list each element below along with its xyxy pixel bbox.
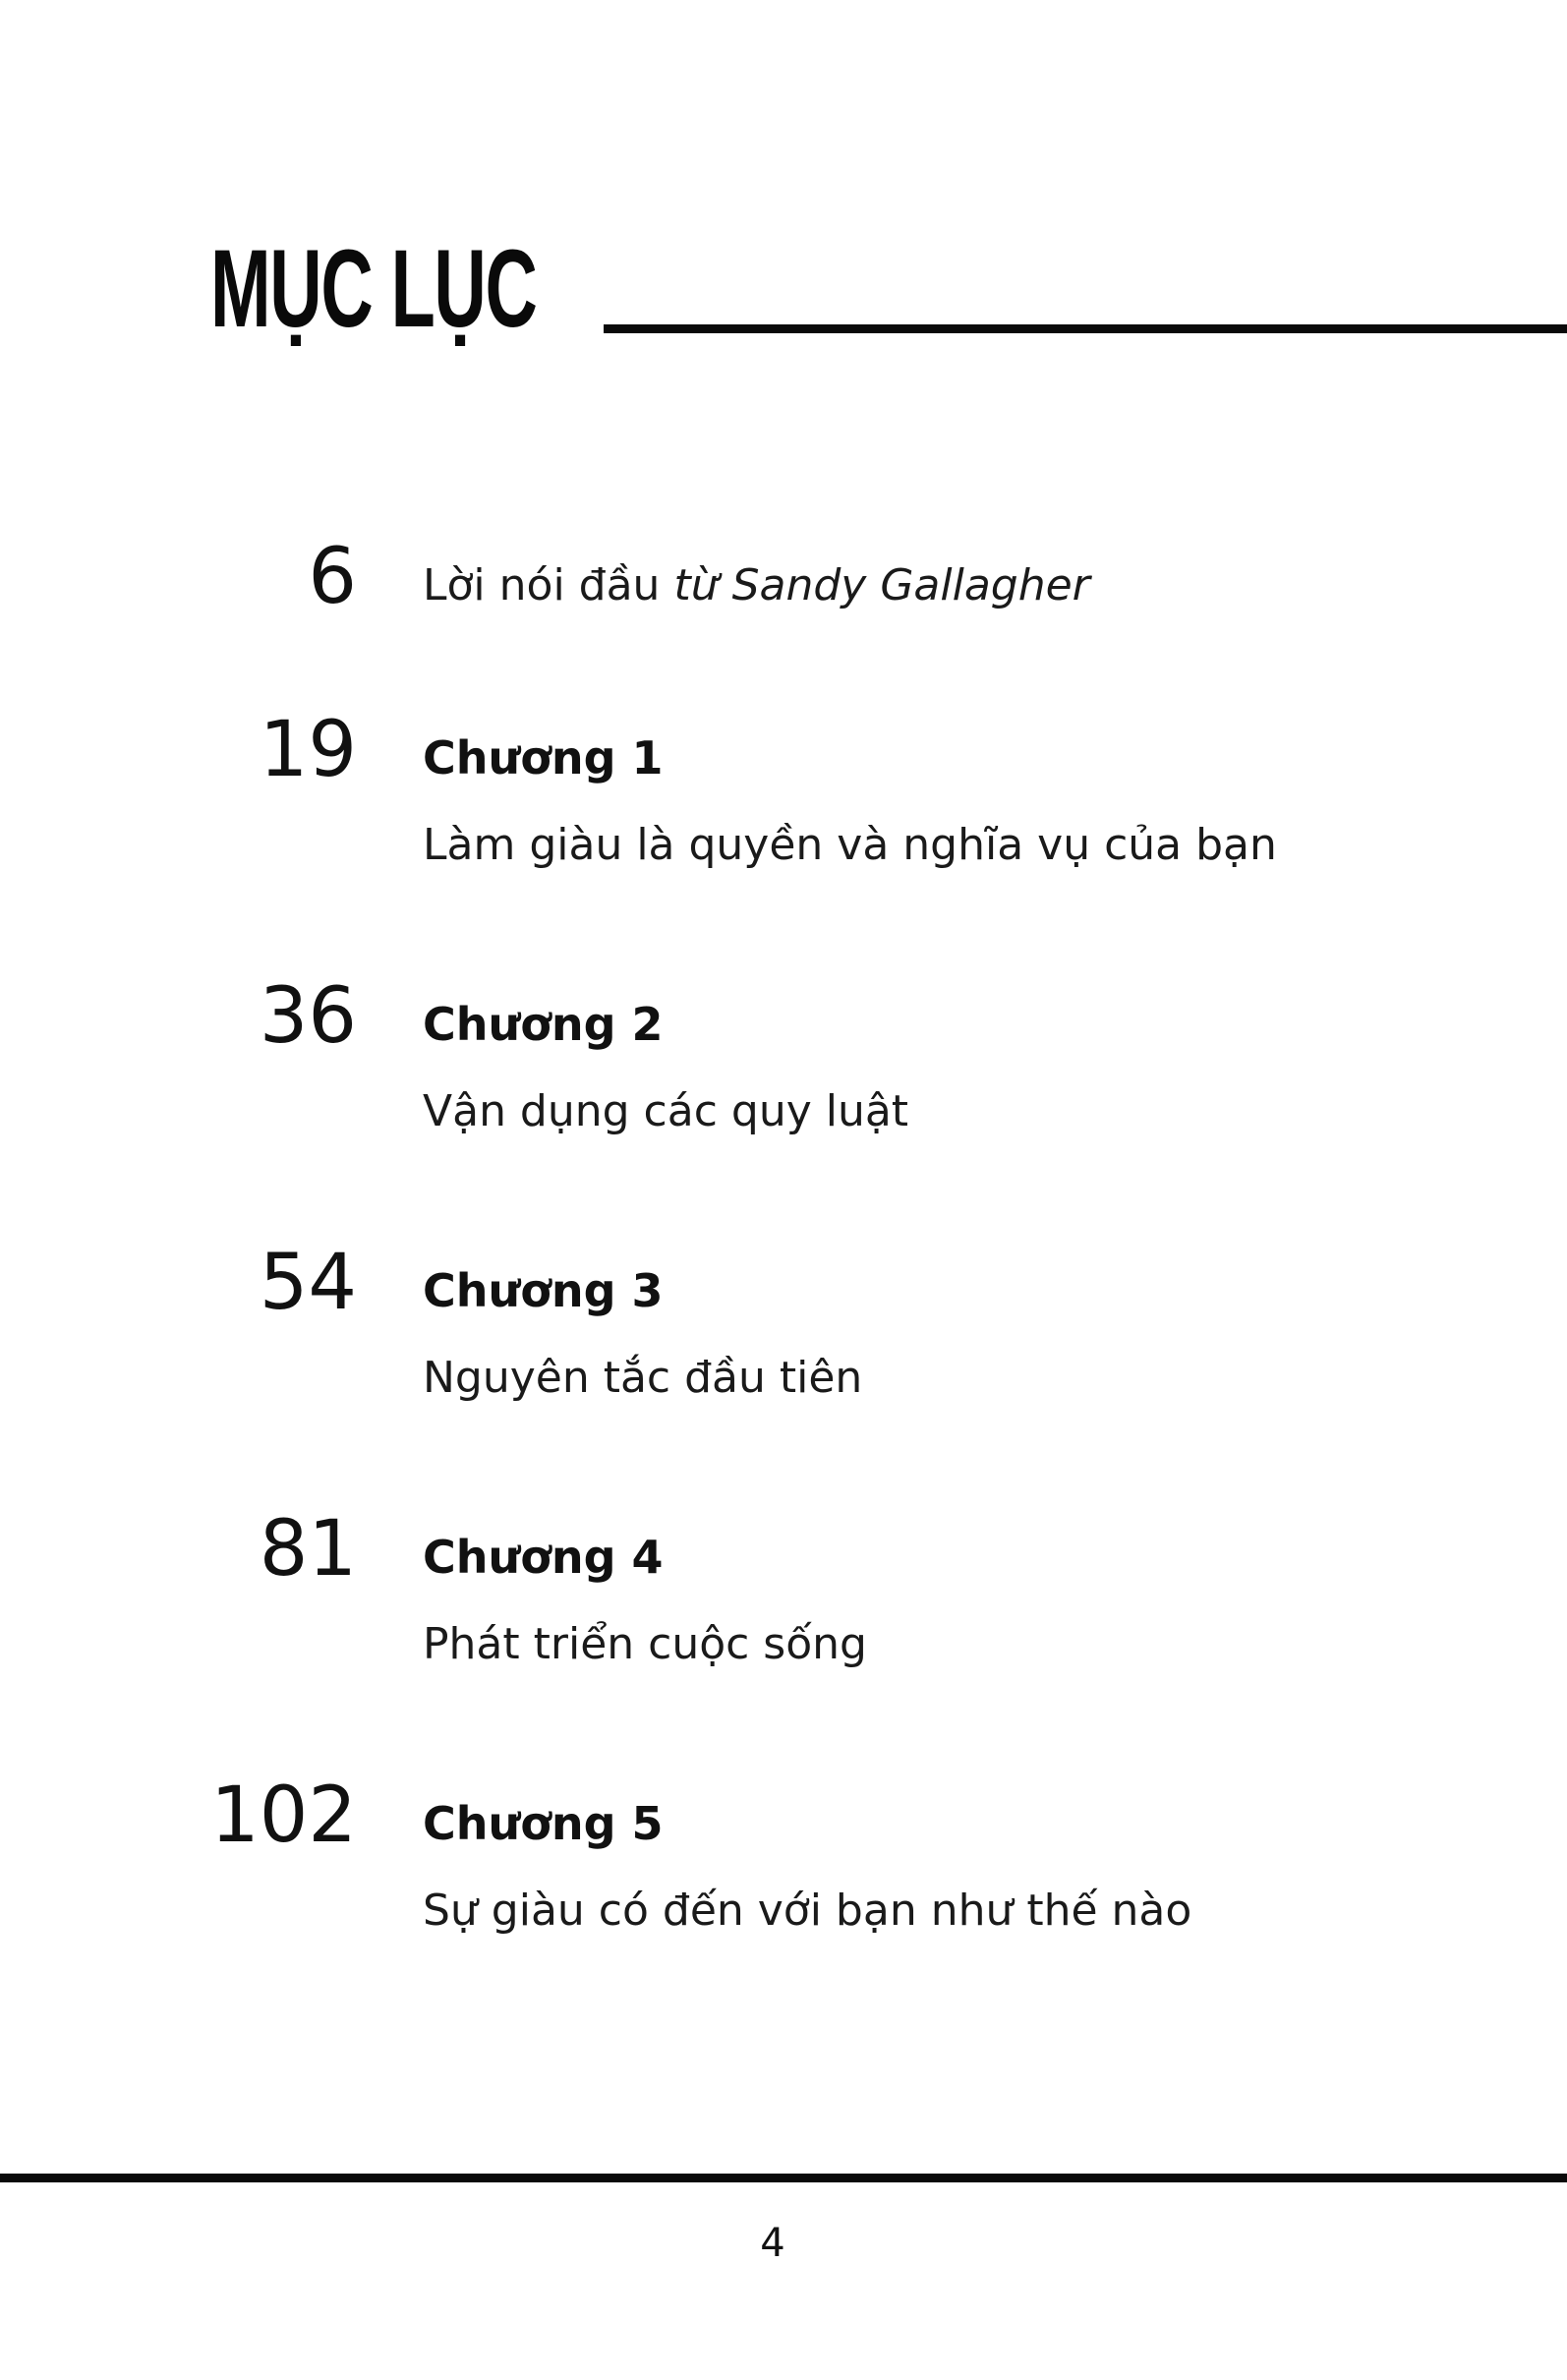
toc-page-number: 6 <box>308 533 357 621</box>
toc-chapter-subtitle: Nguyên tắc đầu tiên <box>423 1353 863 1403</box>
toc-entry-chapter-2[interactable] <box>0 972 1567 1175</box>
toc-chapter-subtitle: Sự giàu có đến với bạn như thế nào <box>423 1886 1192 1936</box>
toc-entry-preface[interactable] <box>0 533 1567 735</box>
toc-page-number: 19 <box>259 706 357 794</box>
toc-page-number: 102 <box>210 1771 357 1860</box>
toc-entry-chapter-3[interactable] <box>0 1239 1567 1441</box>
footer-page-number: 4 <box>760 2221 785 2266</box>
toc-preface-author: từ Sandy Gallagher <box>673 560 1090 610</box>
footer-rule <box>0 2174 1567 2182</box>
toc-chapter-subtitle: Vận dụng các quy luật <box>423 1086 909 1136</box>
toc-entry-chapter-1[interactable] <box>0 706 1567 908</box>
toc-chapter-subtitle: Phát triển cuộc sống <box>423 1619 867 1669</box>
page-title: MỤC LỤC <box>210 227 537 350</box>
toc-chapter-heading: Chương 5 <box>423 1797 664 1850</box>
toc-entry-chapter-5[interactable] <box>0 1771 1567 1974</box>
toc-chapter-heading: Chương 1 <box>423 731 664 784</box>
toc-page-number: 81 <box>259 1505 357 1594</box>
toc-chapter-heading: Chương 4 <box>423 1531 664 1584</box>
toc-page-number: 36 <box>259 972 357 1061</box>
toc-entry-chapter-4[interactable] <box>0 1505 1567 1708</box>
toc-chapter-heading: Chương 3 <box>423 1264 664 1317</box>
title-rule <box>604 324 1567 333</box>
toc-chapter-subtitle: Làm giàu là quyền và nghĩa vụ của bạn <box>423 820 1277 870</box>
toc-preface-title <box>423 560 1090 612</box>
toc-page-number: 54 <box>259 1239 357 1327</box>
toc-chapter-heading: Chương 2 <box>423 998 664 1051</box>
toc-preface-text: Lời nói đầu <box>423 560 661 610</box>
